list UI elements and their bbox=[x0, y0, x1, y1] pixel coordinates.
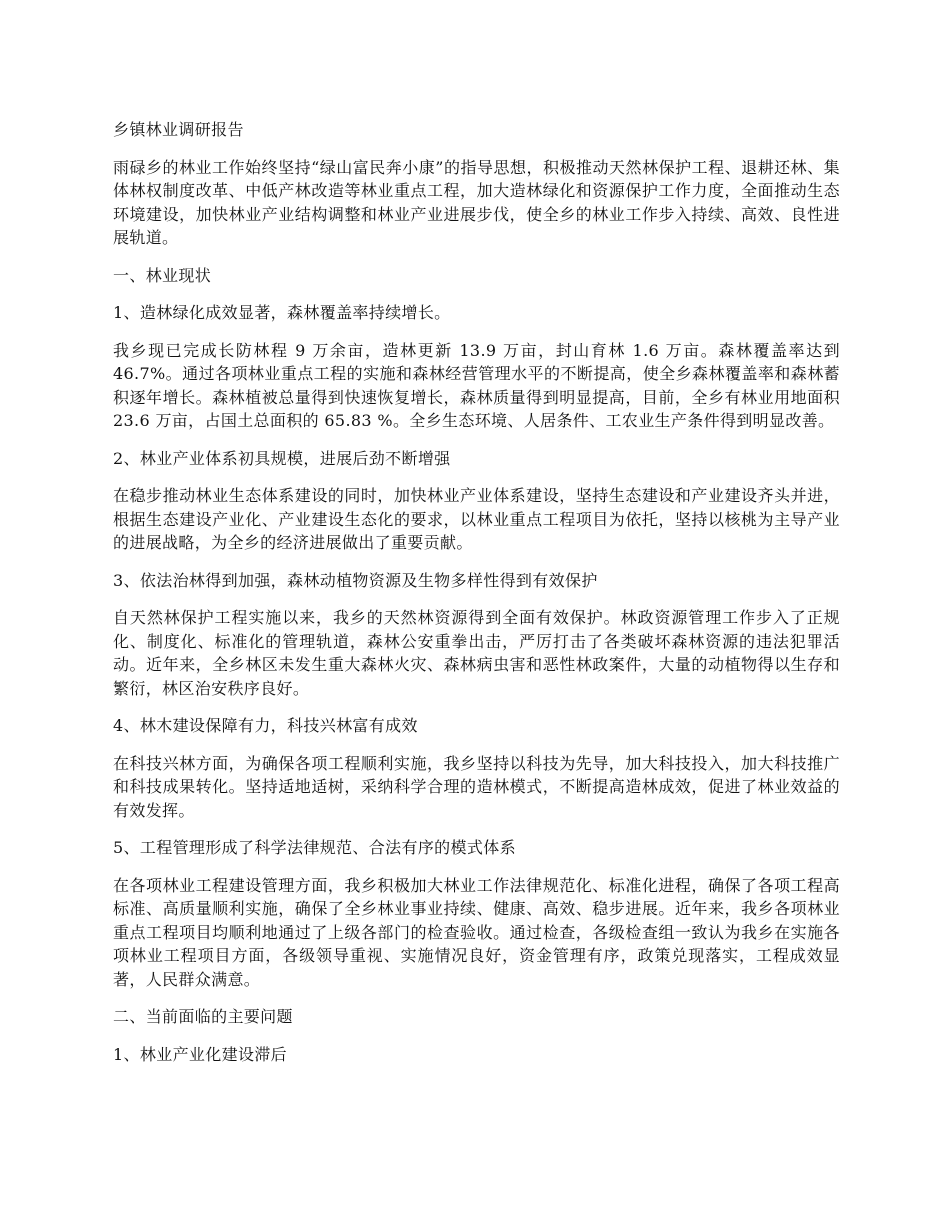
document-title: 乡镇林业调研报告 bbox=[113, 120, 244, 139]
paragraph-law-protection: 自天然林保护工程实施以来，我乡的天然林资源得到全面有效保护。林政资源管理工作步入了正规化、制度化、标准化的管理轨道，森林公安重拳出击，严厉打击了各类破坏森林资源的违法犯罪活动。近年来，全乡林区未发生重大森林火灾、森林病虫害和恶性林政案件，大量的动植物得以生存和繁衍，林区治安秩序良好。 bbox=[113, 608, 840, 698]
item-heading-technology: 4、林木建设保障有力，科技兴林富有成效 bbox=[113, 716, 418, 735]
item-heading-law-protection: 3、依法治林得到加强，森林动植物资源及生物多样性得到有效保护 bbox=[113, 570, 598, 590]
item-heading-afforestation: 1、造林绿化成效显著，森林覆盖率持续增长。 bbox=[113, 303, 451, 322]
paragraph-industry-system: 在稳步推动林业生态体系建设的同时，加快林业产业体系建设，坚持生态建设和产业建设齐头并进，根据生态建设产业化、产业建设生态化的要求，以林业重点工程项目为依托，坚持以核桃为主导产业的进展战略，为全乡的经济进展做出了重要贡献。 bbox=[113, 486, 840, 552]
document-page bbox=[113, 118, 840, 1080]
section-heading-current-status: 一、林业现状 bbox=[113, 265, 212, 285]
paragraph-technology: 在科技兴林方面，为确保各项工程顺利实施，我乡坚持以科技为先导，加大科技投入，加大科技推广和科技成果转化。坚持适地适树，采纳科学合理的造林模式，不断提高造林成效，促进了林业效益的有效发挥。 bbox=[113, 753, 840, 820]
item-heading-project-management: 5、工程管理形成了科学法律规范、合法有序的模式体系 bbox=[113, 838, 516, 857]
intro-paragraph: 雨碌乡的林业工作始终坚持“绿山富民奔小康”的指导思想，积极推动天然林保护工程、退耕还林、集体林权制度改革、中低产林改造等林业重点工程，加大造林绿化和资源保护工作力度，全面推动生态环境建设，加快林业产业结构调整和林业产业进展步伐，使全乡的林业工作步入持续、高效、良性进展轨道。 bbox=[113, 157, 840, 247]
paragraph-afforestation: 我乡现已完成长防林程 9 万余亩，造林更新 13.9 万亩，封山育林 1.6 万亩。森林覆盖率达到 46.7%。通过各项林业重点工程的实施和森林经营管理水平的不断提高，使全乡森林覆盖率和森林蓄积逐年增长。森林植被总量得到快速恢复增长，森林质量得到明显提高，目前，全乡有林业用地面积 23.6 万亩，占国土总面积的 65.83 %。全乡生态环境、人居条件、工农业生产条件得到明显改善。 bbox=[113, 340, 840, 430]
paragraph-project-management: 在各项林业工程建设管理方面，我乡积极加大林业工作法律规范化、标准化进程，确保了各项工程高标准、高质量顺利实施，确保了全乡林业事业持续、健康、高效、稳步进展。近年来，我乡各项林业重点工程项目均顺利地通过了上级各部门的检查验收。通过检查，各级检查组一致认为我乡在实施各项林业工程项目方面，各级领导重视、实施情况良好，资金管理有序，政策兑现落实，工程成效显著，人民群众满意。 bbox=[113, 875, 840, 989]
item-heading-industry-system: 2、林业产业体系初具规模，进展后劲不断增强 bbox=[113, 448, 451, 468]
item-heading-industrialization: 1、林业产业化建设滞后 bbox=[113, 1044, 288, 1064]
section-heading-main-problems: 二、当前面临的主要问题 bbox=[113, 1007, 293, 1026]
